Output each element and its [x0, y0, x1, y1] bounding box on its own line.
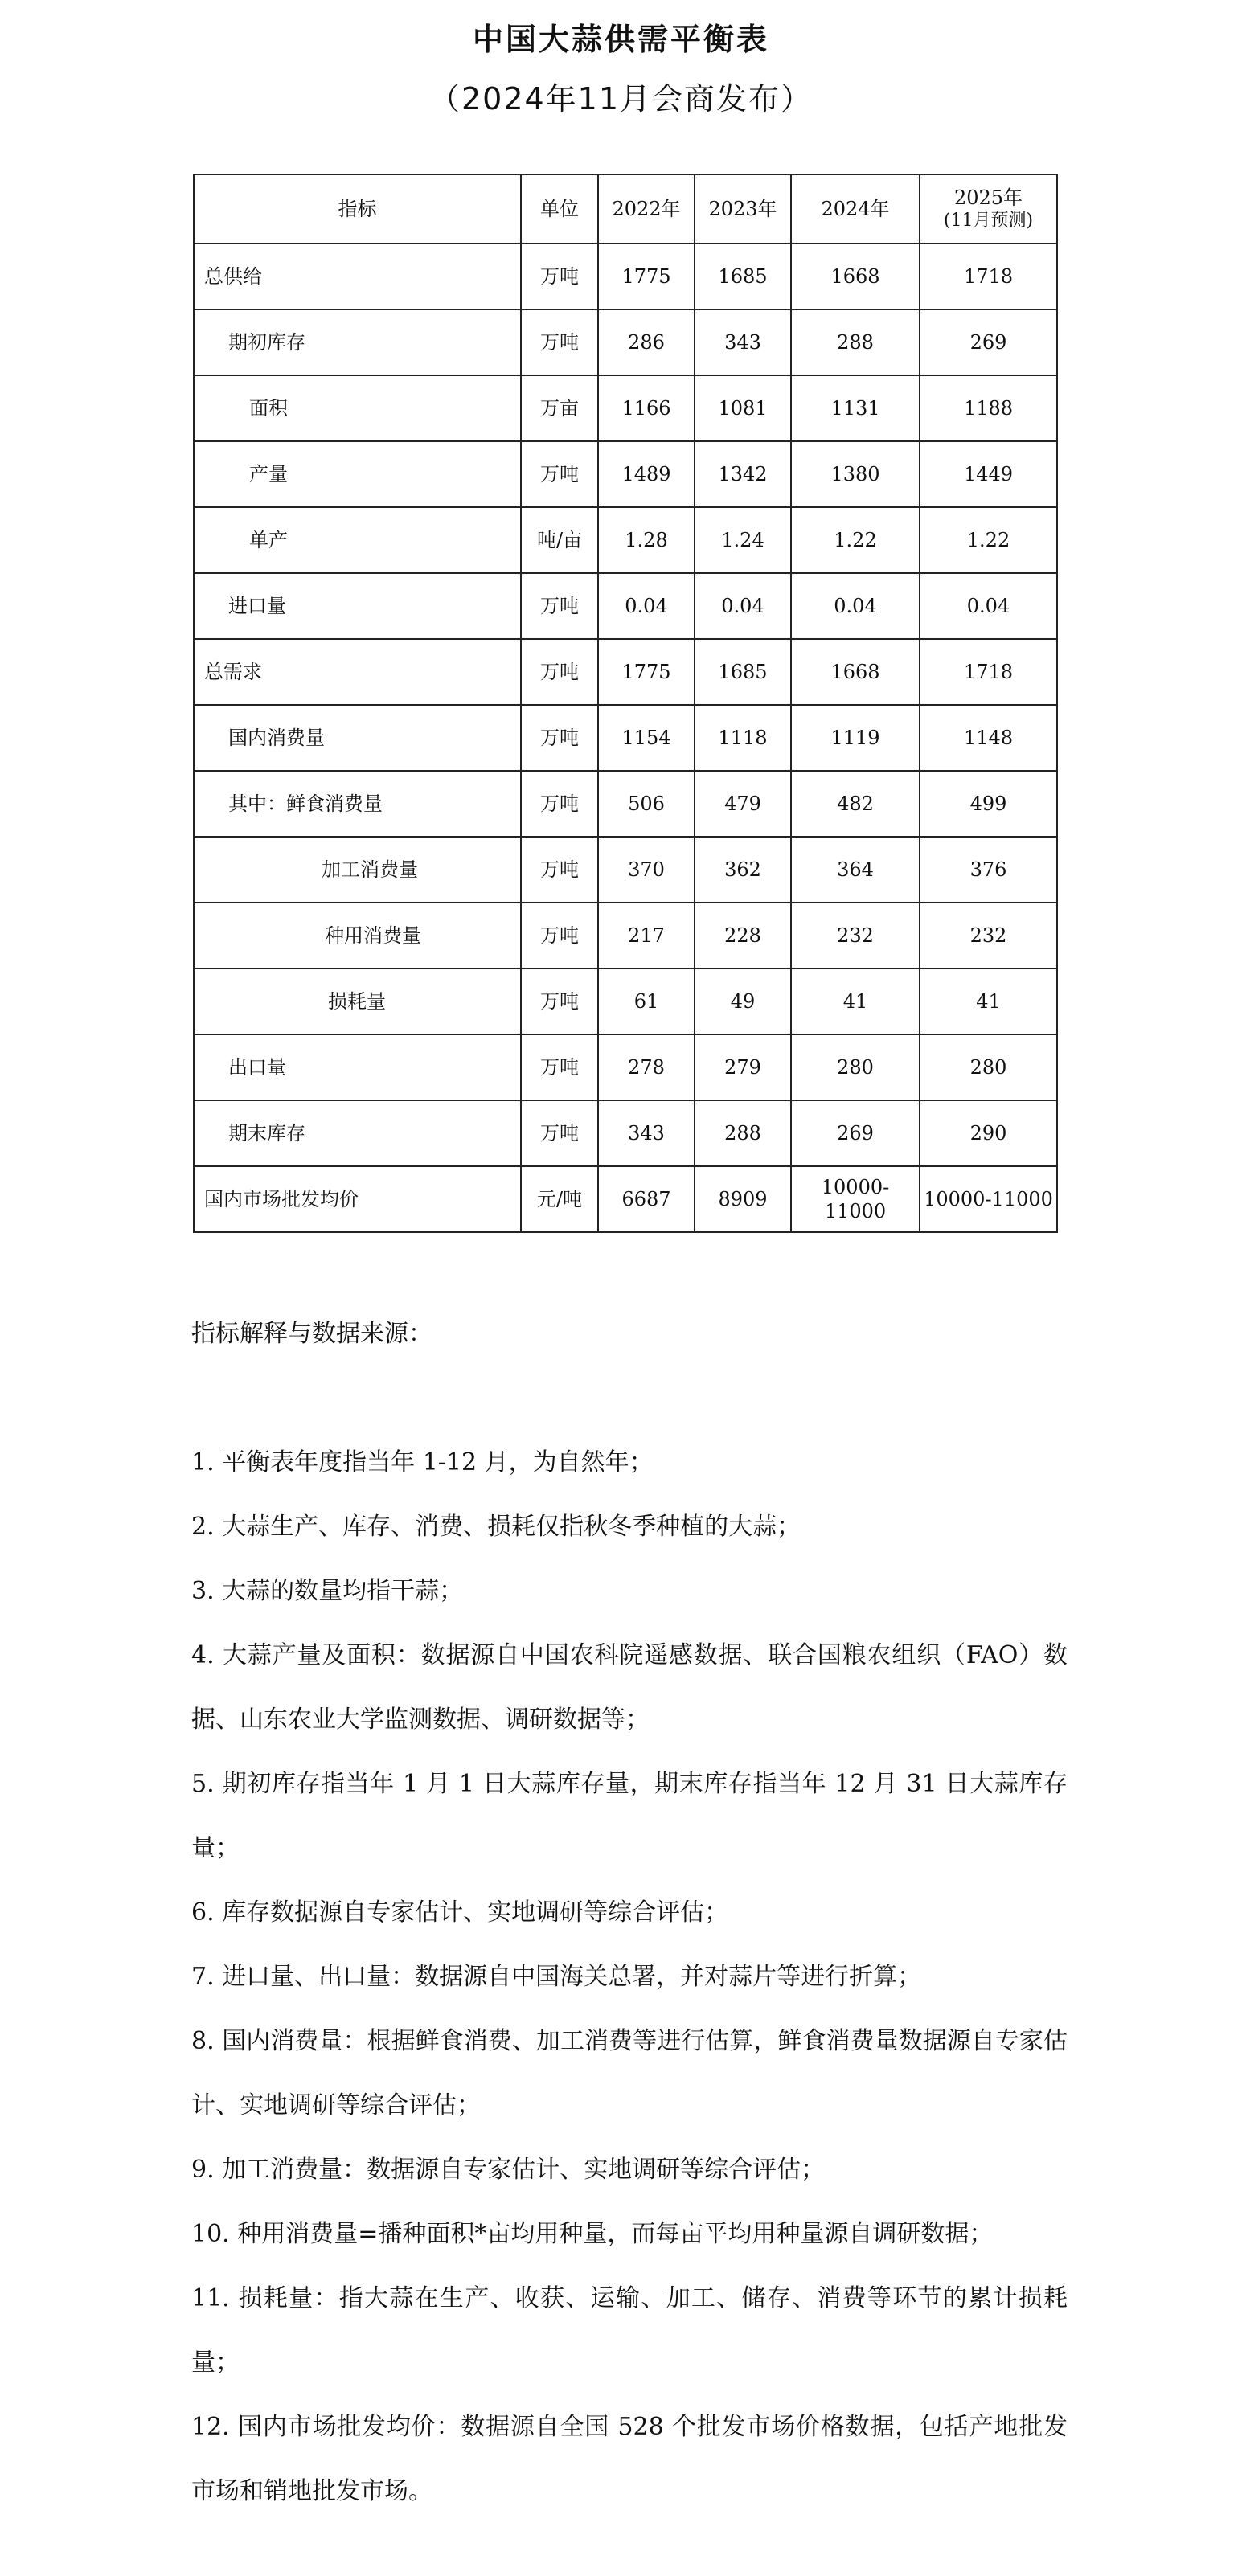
- table-row: [194, 1034, 1057, 1100]
- value-2024-cell: 1.22: [791, 507, 920, 573]
- value-2024-cell: 1668: [791, 639, 920, 705]
- unit-cell: 万吨: [521, 309, 598, 375]
- value-2025-cell: 0.04: [920, 573, 1057, 639]
- value-2022-cell: 278: [598, 1034, 695, 1100]
- indicator-cell: 总需求: [194, 639, 521, 705]
- note-item: 3. 大蒜的数量均指干蒜；: [191, 1577, 464, 1605]
- unit-cell: 万吨: [521, 1100, 598, 1166]
- value-2024-cell: 364: [791, 837, 920, 903]
- value-2025-cell: 232: [920, 903, 1057, 969]
- value-2025-cell: 10000-11000: [920, 1166, 1057, 1232]
- value-2024-cell: 269: [791, 1100, 920, 1166]
- value-2024-cell: 1119: [791, 705, 920, 771]
- unit-cell: 万吨: [521, 969, 598, 1034]
- value-2022-cell: 286: [598, 309, 695, 375]
- value-2023-cell: 279: [695, 1034, 791, 1100]
- note-item: 2. 大蒜生产、库存、消费、损耗仅指秋冬季种植的大蒜；: [191, 1513, 801, 1541]
- table-row: [194, 705, 1057, 771]
- table-row: [194, 375, 1057, 441]
- table-header-row: [194, 174, 1057, 244]
- header-2023: 2023年: [695, 174, 791, 244]
- note-item: 12. 国内市场批发均价：数据源自全国 528 个批发市场价格数据，包括产地批发市场和销地批发市场。: [191, 2413, 1068, 2505]
- header-2025-year: 2025年: [953, 186, 1023, 210]
- indicator-cell: 其中：鲜食消费量: [194, 771, 521, 837]
- note-item: 5. 期初库存指当年 1 月 1 日大蒜库存量，期末库存指当年 12 月 31 日大蒜库存量；: [191, 1770, 1068, 1862]
- value-2025-cell: 269: [920, 309, 1057, 375]
- header-2024: 2024年: [791, 174, 920, 244]
- indicator-cell: 期初库存: [194, 309, 521, 375]
- value-2025-cell: 1718: [920, 244, 1057, 309]
- value-2022-cell: 1154: [598, 705, 695, 771]
- value-2025-cell: 1.22: [920, 507, 1057, 573]
- table-row: [194, 1166, 1057, 1232]
- value-2024-cell: 280: [791, 1034, 920, 1100]
- value-2023-cell: 1.24: [695, 507, 791, 573]
- note-item: 4. 大蒜产量及面积：数据源自中国农科院遥感数据、联合国粮农组织（FAO）数据、山东农业大学监测数据、调研数据等；: [191, 1641, 1068, 1734]
- table-row: [194, 244, 1057, 309]
- value-2022-cell: 1166: [598, 375, 695, 441]
- value-2023-cell: 288: [695, 1100, 791, 1166]
- value-2022-cell: 61: [598, 969, 695, 1034]
- value-2025-cell: 290: [920, 1100, 1057, 1166]
- value-2023-cell: 1081: [695, 375, 791, 441]
- value-2023-cell: 362: [695, 837, 791, 903]
- note-item: 8. 国内消费量：根据鲜食消费、加工消费等进行估算，鲜食消费量数据源自专家估计、实地调研等综合评估；: [191, 2027, 1068, 2119]
- document-title: 中国大蒜供需平衡表: [472, 22, 769, 57]
- value-2022-cell: 1.28: [598, 507, 695, 573]
- value-2024-cell: 41: [791, 969, 920, 1034]
- note-item: 1. 平衡表年度指当年 1-12 月，为自然年；: [191, 1448, 654, 1476]
- value-2024-cell: 10000-11000: [791, 1166, 920, 1232]
- value-2025-cell: 376: [920, 837, 1057, 903]
- table-row: [194, 1100, 1057, 1166]
- value-2024-cell: 482: [791, 771, 920, 837]
- value-2022-cell: 1489: [598, 441, 695, 507]
- value-2024-cell: 1668: [791, 244, 920, 309]
- value-2023-cell: 8909: [695, 1166, 791, 1232]
- indicator-cell: 单产: [194, 507, 521, 573]
- value-2023-cell: 479: [695, 771, 791, 837]
- value-2023-cell: 0.04: [695, 573, 791, 639]
- table-row: [194, 969, 1057, 1034]
- value-2023-cell: 228: [695, 903, 791, 969]
- value-2025-cell: 41: [920, 969, 1057, 1034]
- value-2025-cell: 499: [920, 771, 1057, 837]
- value-2023-cell: 343: [695, 309, 791, 375]
- value-2024-cell: 1131: [791, 375, 920, 441]
- balance-table: [193, 174, 1058, 1233]
- unit-cell: 万吨: [521, 441, 598, 507]
- indicator-cell: 总供给: [194, 244, 521, 309]
- unit-cell: 万吨: [521, 705, 598, 771]
- indicator-cell: 国内市场批发均价: [194, 1166, 521, 1232]
- indicator-cell: 期末库存: [194, 1100, 521, 1166]
- note-item: 10. 种用消费量=播种面积*亩均用种量，而每亩平均用种量源自调研数据；: [191, 2220, 994, 2248]
- value-2025-cell: 1148: [920, 705, 1057, 771]
- table-row: [194, 441, 1057, 507]
- note-item: 7. 进口量、出口量：数据源自中国海关总署，并对蒜片等进行折算；: [191, 1963, 922, 1991]
- notes-list: [191, 1431, 1068, 2524]
- table-row: [194, 573, 1057, 639]
- note-item: 11. 损耗量：指大蒜在生产、收获、运输、加工、储存、消费等环节的累计损耗量；: [191, 2284, 1068, 2377]
- value-2023-cell: 1685: [695, 244, 791, 309]
- table-row: [194, 507, 1057, 573]
- indicator-cell: 产量: [194, 441, 521, 507]
- value-2023-cell: 1342: [695, 441, 791, 507]
- notes-heading: 指标解释与数据来源：: [191, 1320, 432, 1348]
- unit-cell: 万吨: [521, 244, 598, 309]
- unit-cell: 吨/亩: [521, 507, 598, 573]
- value-2025-cell: 1188: [920, 375, 1057, 441]
- table-row: [194, 771, 1057, 837]
- note-item: 6. 库存数据源自专家估计、实地调研等综合评估；: [191, 1898, 729, 1927]
- unit-cell: 万吨: [521, 639, 598, 705]
- indicator-cell: 出口量: [194, 1034, 521, 1100]
- value-2025-cell: 1449: [920, 441, 1057, 507]
- indicator-cell: 面积: [194, 375, 521, 441]
- value-2023-cell: 49: [695, 969, 791, 1034]
- value-2022-cell: 1775: [598, 639, 695, 705]
- unit-cell: 元/吨: [521, 1166, 598, 1232]
- value-2022-cell: 506: [598, 771, 695, 837]
- unit-cell: 万吨: [521, 573, 598, 639]
- unit-cell: 万亩: [521, 375, 598, 441]
- value-2024-cell: 1380: [791, 441, 920, 507]
- header-indicator: 指标: [194, 174, 521, 244]
- unit-cell: 万吨: [521, 903, 598, 969]
- notes-section: [191, 1302, 1068, 2524]
- value-2024-cell: 232: [791, 903, 920, 969]
- header-2025-forecast: (11月预测): [943, 211, 1034, 231]
- note-item: 9. 加工消费量：数据源自专家估计、实地调研等综合评估；: [191, 2156, 826, 2184]
- value-2024-cell: 288: [791, 309, 920, 375]
- header-2022: 2022年: [598, 174, 695, 244]
- value-2023-cell: 1118: [695, 705, 791, 771]
- indicator-cell: 国内消费量: [194, 705, 521, 771]
- table-row: [194, 309, 1057, 375]
- value-2022-cell: 0.04: [598, 573, 695, 639]
- unit-cell: 万吨: [521, 1034, 598, 1100]
- document-subtitle: （2024年11月会商发布）: [428, 81, 814, 117]
- indicator-cell: 种用消费量: [194, 903, 521, 969]
- indicator-cell: 损耗量: [194, 969, 521, 1034]
- header-unit: 单位: [521, 174, 598, 244]
- value-2025-cell: 280: [920, 1034, 1057, 1100]
- unit-cell: 万吨: [521, 837, 598, 903]
- value-2023-cell: 1685: [695, 639, 791, 705]
- value-2022-cell: 217: [598, 903, 695, 969]
- table-row: [194, 903, 1057, 969]
- indicator-cell: 加工消费量: [194, 837, 521, 903]
- value-2022-cell: 370: [598, 837, 695, 903]
- value-2022-cell: 6687: [598, 1166, 695, 1232]
- value-2022-cell: 1775: [598, 244, 695, 309]
- header-2025: [920, 174, 1057, 244]
- table-row: [194, 639, 1057, 705]
- value-2022-cell: 343: [598, 1100, 695, 1166]
- value-2025-cell: 1718: [920, 639, 1057, 705]
- unit-cell: 万吨: [521, 771, 598, 837]
- indicator-cell: 进口量: [194, 573, 521, 639]
- value-2024-cell: 0.04: [791, 573, 920, 639]
- table-row: [194, 837, 1057, 903]
